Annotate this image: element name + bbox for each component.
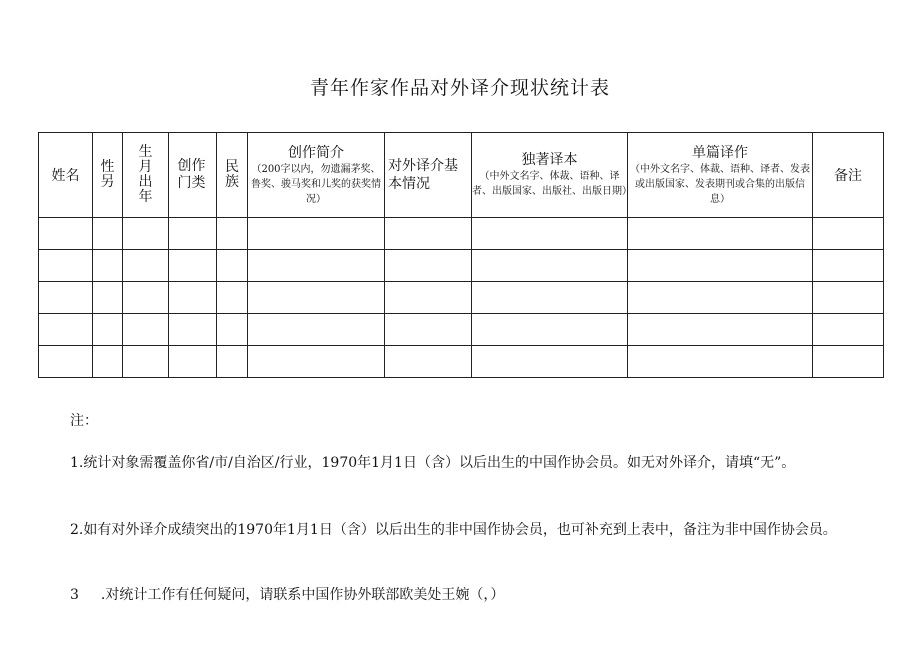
table-cell[interactable] (39, 250, 93, 282)
table-cell[interactable] (39, 346, 93, 378)
table-row (39, 218, 884, 250)
table-cell[interactable] (217, 346, 248, 378)
table-cell[interactable] (123, 314, 169, 346)
table-cell[interactable] (813, 218, 884, 250)
table-cell[interactable] (248, 282, 385, 314)
table-row (39, 250, 884, 282)
table-cell[interactable] (93, 282, 123, 314)
table-row (39, 346, 884, 378)
table-cell[interactable] (217, 282, 248, 314)
header-single-translations: 单篇译作 （中外文名字、体裁、语种、译者、发表或出版国家、发表期刊或合集的出版信息） (628, 133, 813, 218)
table-cell[interactable] (813, 250, 884, 282)
table-cell[interactable] (813, 346, 884, 378)
header-translation-overview: 对外译介基本情况 (385, 133, 472, 218)
table-cell[interactable] (813, 282, 884, 314)
table-cell[interactable] (813, 314, 884, 346)
table-cell[interactable] (472, 250, 628, 282)
header-creative-profile: 创作简介 （200字以内，勿遗漏茅奖、鲁奖、骏马奖和儿奖的获奖情况） (248, 133, 385, 218)
table-cell[interactable] (93, 314, 123, 346)
header-genre: 创作门类 (169, 133, 217, 218)
table-cell[interactable] (248, 314, 385, 346)
note-item-3: 3 .对统计工作有任何疑问，请联系中国作协外联部欧美处王婉（，） (70, 587, 505, 603)
header-ethnicity: 民族 (217, 133, 248, 218)
table-cell[interactable] (385, 346, 472, 378)
table-cell[interactable] (628, 282, 813, 314)
table-cell[interactable] (123, 282, 169, 314)
table-row (39, 282, 884, 314)
table-cell[interactable] (628, 346, 813, 378)
table-header-row (39, 133, 884, 218)
table-cell[interactable] (472, 282, 628, 314)
table-cell[interactable] (93, 218, 123, 250)
table-cell[interactable] (628, 250, 813, 282)
header-gender: 性另 (93, 133, 123, 218)
page-title: 青年作家作品对外译介现状统计表 (309, 77, 610, 99)
table-cell[interactable] (169, 346, 217, 378)
notes-label: 注： (70, 413, 98, 429)
header-birth-date: 生月出年 (123, 133, 169, 218)
table-cell[interactable] (123, 218, 169, 250)
table-cell[interactable] (248, 346, 385, 378)
table-cell[interactable] (123, 250, 169, 282)
table-cell[interactable] (39, 314, 93, 346)
note-item-1: 1.统计对象需覆盖你省/市/自治区/行业，1970年1月1日（含）以后出生的中国作协会员。如无对外译介，请填“无”。 (70, 455, 796, 471)
table-cell[interactable] (248, 218, 385, 250)
header-monograph-translations: 独著译本 （中外文名字、体裁、语种、译者、出版国家、出版社、出版日期） (472, 133, 628, 218)
table-cell[interactable] (39, 282, 93, 314)
statistics-table (38, 132, 884, 378)
table-cell[interactable] (169, 218, 217, 250)
table-cell[interactable] (248, 250, 385, 282)
table-row (39, 314, 884, 346)
table-cell[interactable] (169, 250, 217, 282)
table-cell[interactable] (123, 346, 169, 378)
table-cell[interactable] (472, 218, 628, 250)
table-cell[interactable] (472, 314, 628, 346)
table-cell[interactable] (169, 314, 217, 346)
table-cell[interactable] (385, 282, 472, 314)
note-item-2: 2.如有对外译介成绩突出的1970年1月1日（含）以后出生的非中国作协会员，也可补充到上表中，备注为非中国作协会员。 (70, 522, 837, 538)
table-cell[interactable] (385, 314, 472, 346)
header-name: 姓名 (39, 133, 93, 218)
table-cell[interactable] (628, 314, 813, 346)
table-cell[interactable] (217, 314, 248, 346)
table-cell[interactable] (217, 218, 248, 250)
header-remarks: 备注 (813, 133, 884, 218)
table-cell[interactable] (385, 218, 472, 250)
table-cell[interactable] (169, 282, 217, 314)
table-cell[interactable] (628, 218, 813, 250)
table-cell[interactable] (93, 346, 123, 378)
table-cell[interactable] (385, 250, 472, 282)
table-cell[interactable] (472, 346, 628, 378)
table-cell[interactable] (39, 218, 93, 250)
table-cell[interactable] (217, 250, 248, 282)
table-cell[interactable] (93, 250, 123, 282)
